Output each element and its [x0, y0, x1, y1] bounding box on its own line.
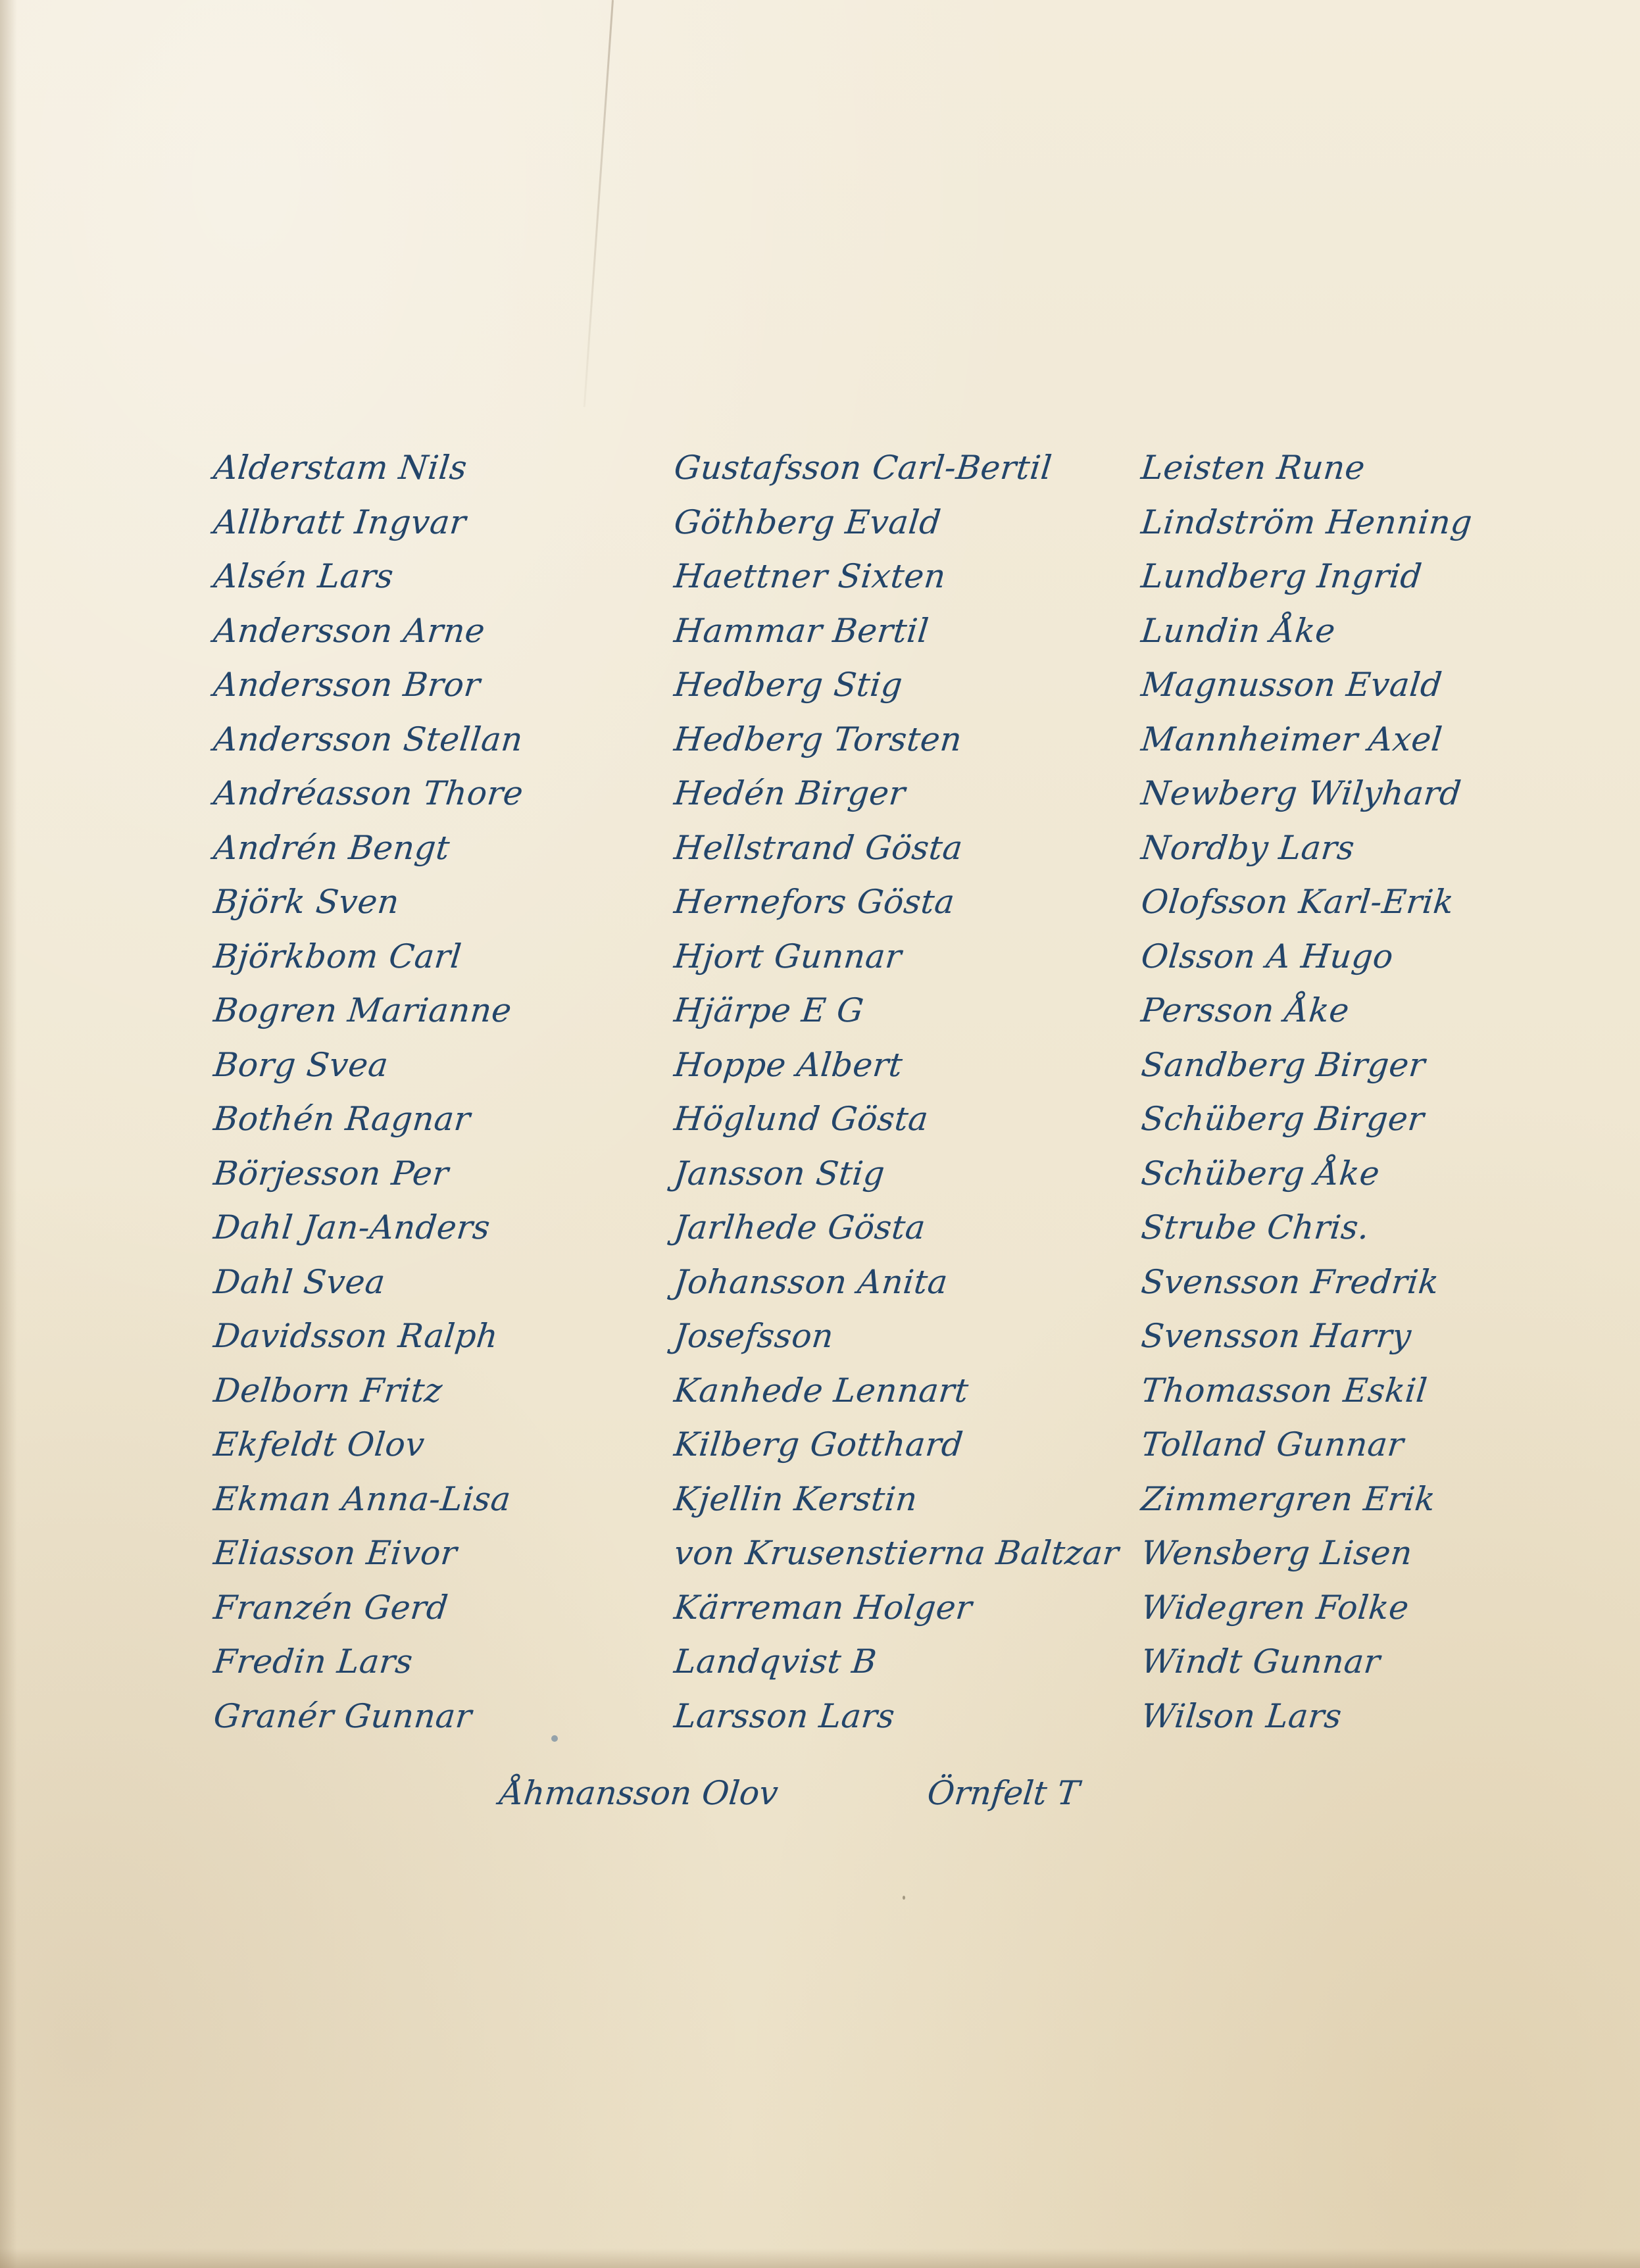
list-item: Bogren Marianne: [211, 991, 514, 1029]
paper-crease: [584, 0, 614, 407]
list-item: Newberg Wilyhard: [1139, 774, 1464, 812]
list-item: Andersson Stellan: [211, 720, 525, 758]
list-item: Ekfeldt Olov: [211, 1425, 427, 1464]
list-item: Dahl Jan-Anders: [211, 1208, 492, 1246]
list-item: Andersson Bror: [211, 666, 483, 704]
list-item: Hedberg Stig: [672, 666, 905, 704]
list-item: Ekman Anna-Lisa: [211, 1479, 513, 1518]
list-item: Thomasson Eskil: [1139, 1371, 1429, 1410]
list-item: Kilberg Gotthard: [672, 1425, 965, 1464]
list-item: Nordby Lars: [1139, 828, 1357, 867]
list-item: Börjesson Per: [211, 1154, 451, 1193]
list-item: Tolland Gunnar: [1139, 1425, 1406, 1464]
list-item: Mannheimer Axel: [1139, 720, 1445, 758]
list-item: Hjärpe E G: [672, 991, 866, 1029]
list-item: Svensson Fredrik: [1139, 1262, 1441, 1301]
list-item: Kanhede Lennart: [672, 1371, 971, 1410]
list-item: Windt Gunnar: [1139, 1642, 1383, 1681]
list-item: Andréasson Thore: [211, 774, 526, 812]
list-item: Hernefors Gösta: [672, 883, 957, 921]
list-item: Granér Gunnar: [211, 1696, 474, 1735]
list-item: Schüberg Åke: [1139, 1154, 1382, 1193]
list-item: Landqvist B: [672, 1642, 879, 1681]
list-item: Dahl Svea: [211, 1262, 387, 1301]
list-item: Gustafsson Carl-Bertil: [672, 449, 1054, 487]
list-item: Josefsson: [672, 1317, 836, 1355]
list-item: Widegren Folke: [1139, 1588, 1411, 1627]
paper-left-edge-shadow: [0, 0, 17, 2268]
list-item: Kjellin Kerstin: [672, 1479, 920, 1518]
list-item: Björkbom Carl: [211, 937, 464, 975]
list-item: Allbratt Ingvar: [211, 503, 468, 541]
list-item: Höglund Gösta: [672, 1100, 931, 1138]
list-item: Lindström Henning: [1139, 503, 1474, 541]
list-item: Bothén Ragnar: [211, 1100, 472, 1138]
list-item: Johansson Anita: [672, 1262, 950, 1301]
list-item: Hoppe Albert: [672, 1045, 905, 1084]
list-item: Larsson Lars: [672, 1696, 897, 1735]
list-item: Hellstrand Gösta: [672, 828, 965, 867]
list-item: Hedberg Torsten: [672, 720, 964, 758]
ink-dot: [551, 1735, 558, 1742]
list-item: Davidsson Ralph: [211, 1317, 501, 1355]
list-item: Alderstam Nils: [211, 449, 469, 487]
list-item: Andrén Bengt: [211, 828, 452, 867]
list-item: Lundin Åke: [1139, 611, 1337, 650]
list-item: Andersson Arne: [211, 611, 487, 650]
list-item: Alsén Lars: [211, 557, 396, 595]
list-item: Borg Svea: [211, 1045, 391, 1084]
list-item: Hedén Birger: [672, 774, 908, 812]
list-item: Wilson Lars: [1139, 1696, 1344, 1735]
list-item: Eliasson Eivor: [211, 1534, 459, 1572]
name-column-2: [674, 441, 1119, 1743]
list-item: Kärreman Holger: [672, 1588, 974, 1627]
list-item: Björk Sven: [211, 883, 401, 921]
list-item: Zimmergren Erik: [1139, 1479, 1437, 1518]
list-item: Jansson Stig: [672, 1154, 887, 1193]
list-item: Magnusson Evald: [1139, 666, 1445, 704]
list-item: von Krusenstierna Baltzar: [672, 1534, 1121, 1572]
list-item: Lundberg Ingrid: [1139, 557, 1424, 595]
list-item: Haettner Sixten: [672, 557, 948, 595]
list-item: Sandberg Birger: [1139, 1045, 1428, 1084]
extra-name: Åhmansson Olov: [497, 1774, 780, 1812]
list-item: Persson Åke: [1139, 991, 1351, 1029]
list-item: Delborn Fritz: [211, 1371, 445, 1410]
list-item: Svensson Harry: [1139, 1317, 1414, 1355]
list-item: Olofsson Karl-Erik: [1139, 883, 1456, 921]
list-item: Hjort Gunnar: [672, 937, 904, 975]
list-item: Schüberg Birger: [1139, 1100, 1426, 1138]
list-item: Franzén Gerd: [211, 1588, 451, 1627]
list-item: Fredin Lars: [211, 1642, 415, 1681]
list-item: Hammar Bertil: [672, 611, 931, 650]
list-item: Leisten Rune: [1139, 449, 1367, 487]
list-item: Strube Chris.: [1139, 1208, 1372, 1246]
paper-bottom-edge-shadow: [0, 2248, 1640, 2268]
list-item: Jarlhede Gösta: [672, 1208, 928, 1246]
ink-speck: [903, 1896, 905, 1900]
list-item: Göthberg Evald: [672, 503, 943, 541]
name-column-1: [211, 441, 526, 1743]
name-column-3: [1141, 441, 1472, 1743]
list-item: Wensberg Lisen: [1139, 1534, 1414, 1572]
extra-name: Örnfelt T: [925, 1774, 1081, 1812]
list-item: Olsson A Hugo: [1139, 937, 1395, 975]
